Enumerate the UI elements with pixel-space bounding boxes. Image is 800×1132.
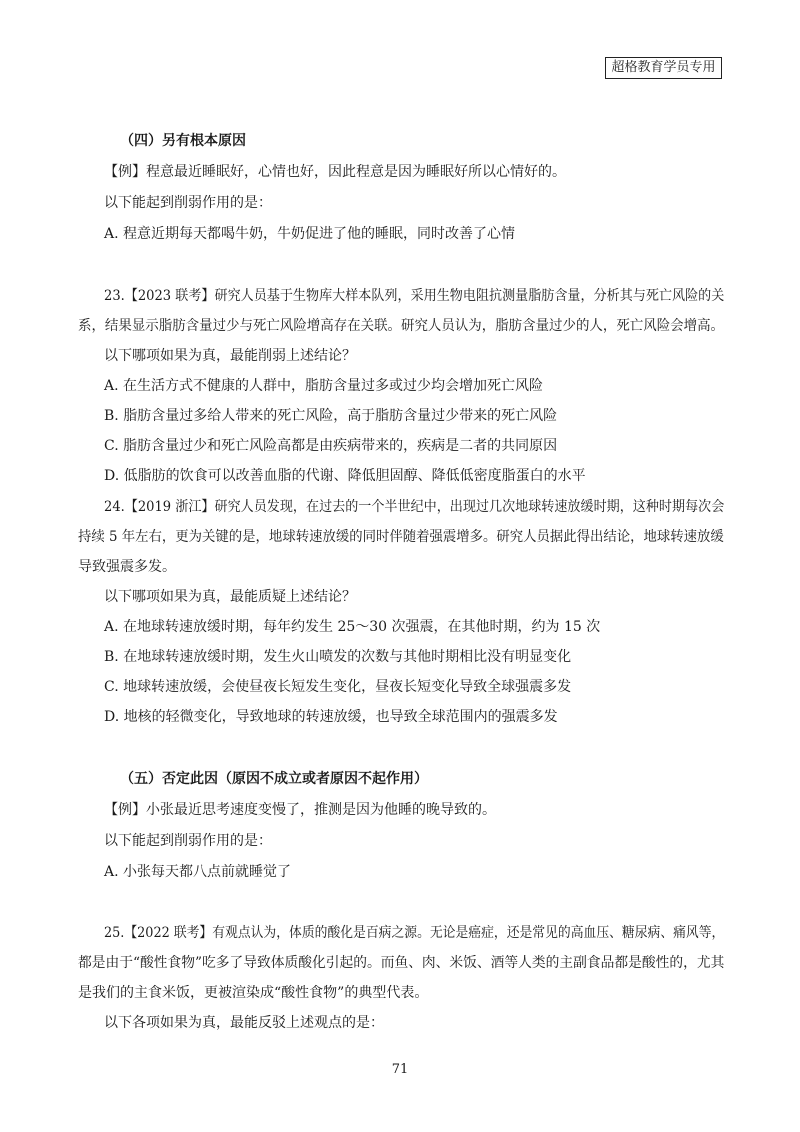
example-text: 【例】程意最近睡眠好，心情也好，因此程意是因为睡眠好所以心情好的。	[104, 164, 566, 180]
question-24-stem-cont: 导致强震多发。	[78, 559, 176, 575]
option-d: D. 低脂肪的饮食可以改善血脂的代谢、降低胆固醇、降低低密度脂蛋白的水平	[104, 468, 586, 484]
section-heading: （四）另有根本原因	[120, 133, 246, 149]
question-24-stem-cont: 持续 5 年左右，更为关键的是，地球转速放缓的同时伴随着强震增多。研究人员据此得出结论，地球转速放缓	[78, 529, 724, 545]
watermark-stamp: 超格教育学员专用	[605, 57, 722, 79]
option-a: A. 在生活方式不健康的人群中，脂肪含量过多或过少均会增加死亡风险	[104, 378, 544, 394]
question-prompt: 以下哪项如果为真，最能质疑上述结论？	[104, 589, 356, 605]
question-23-stem-cont: 系，结果显示脂肪含量过少与死亡风险增高存在关联。研究人员认为，脂肪含量过少的人，死亡风险会增高。	[78, 318, 724, 334]
question-25-stem: 25.【2022 联考】有观点认为，体质的酸化是百病之源。无论是癌症，还是常见的高血压、糖尿病、痛风等，	[104, 925, 725, 941]
example-text: 【例】小张最近思考速度变慢了，推测是因为他睡的晚导致的。	[104, 802, 496, 818]
option-b: B. 脂肪含量过多给人带来的死亡风险，高于脂肪含量过少带来的死亡风险	[104, 408, 558, 424]
option-a: A. 程意近期每天都喝牛奶，牛奶促进了他的睡眠，同时改善了心情	[104, 226, 516, 242]
option-a: A. 小张每天都八点前就睡觉了	[104, 864, 292, 880]
page-number: 71	[391, 1062, 409, 1077]
question-prompt: 以下各项如果为真，最能反驳上述观点的是：	[104, 1015, 384, 1031]
option-d: D. 地核的轻微变化，导致地球的转速放缓，也导致全球范围内的强震多发	[104, 709, 558, 725]
question-prompt: 以下能起到削弱作用的是：	[104, 833, 272, 849]
question-25-stem-cont: 都是由于“酸性食物”吃多了导致体质酸化引起的。而鱼、肉、米饭、酒等人类的主副食品都是酸性的，尤其	[78, 955, 725, 971]
option-c: C. 脂肪含量过少和死亡风险高都是由疾病带来的，疾病是二者的共同原因	[104, 438, 558, 454]
question-23-stem: 23.【2023 联考】研究人员基于生物库大样本队列，采用生物电阻抗测量脂肪含量，分析其与死亡风险的关	[104, 288, 725, 304]
section-heading: （五）否定此因（原因不成立或者原因不起作用）	[120, 771, 428, 787]
option-b: B. 在地球转速放缓时期，发生火山喷发的次数与其他时期相比没有明显变化	[104, 649, 572, 665]
option-c: C. 地球转速放缓，会使昼夜长短发生变化，昼夜长短变化导致全球强震多发	[104, 679, 572, 695]
question-prompt: 以下哪项如果为真，最能削弱上述结论？	[104, 348, 356, 364]
question-prompt: 以下能起到削弱作用的是：	[104, 195, 272, 211]
question-25-stem-cont: 是我们的主食米饭，更被渲染成“酸性食物”的典型代表。	[78, 985, 429, 1001]
question-24-stem: 24.【2019 浙江】研究人员发现，在过去的一个半世纪中，出现过几次地球转速放缓时期，这种时期每次会	[104, 499, 725, 515]
option-a: A. 在地球转速放缓时期，每年约发生 25～30 次强震，在其他时期，约为 15 次	[104, 619, 601, 635]
